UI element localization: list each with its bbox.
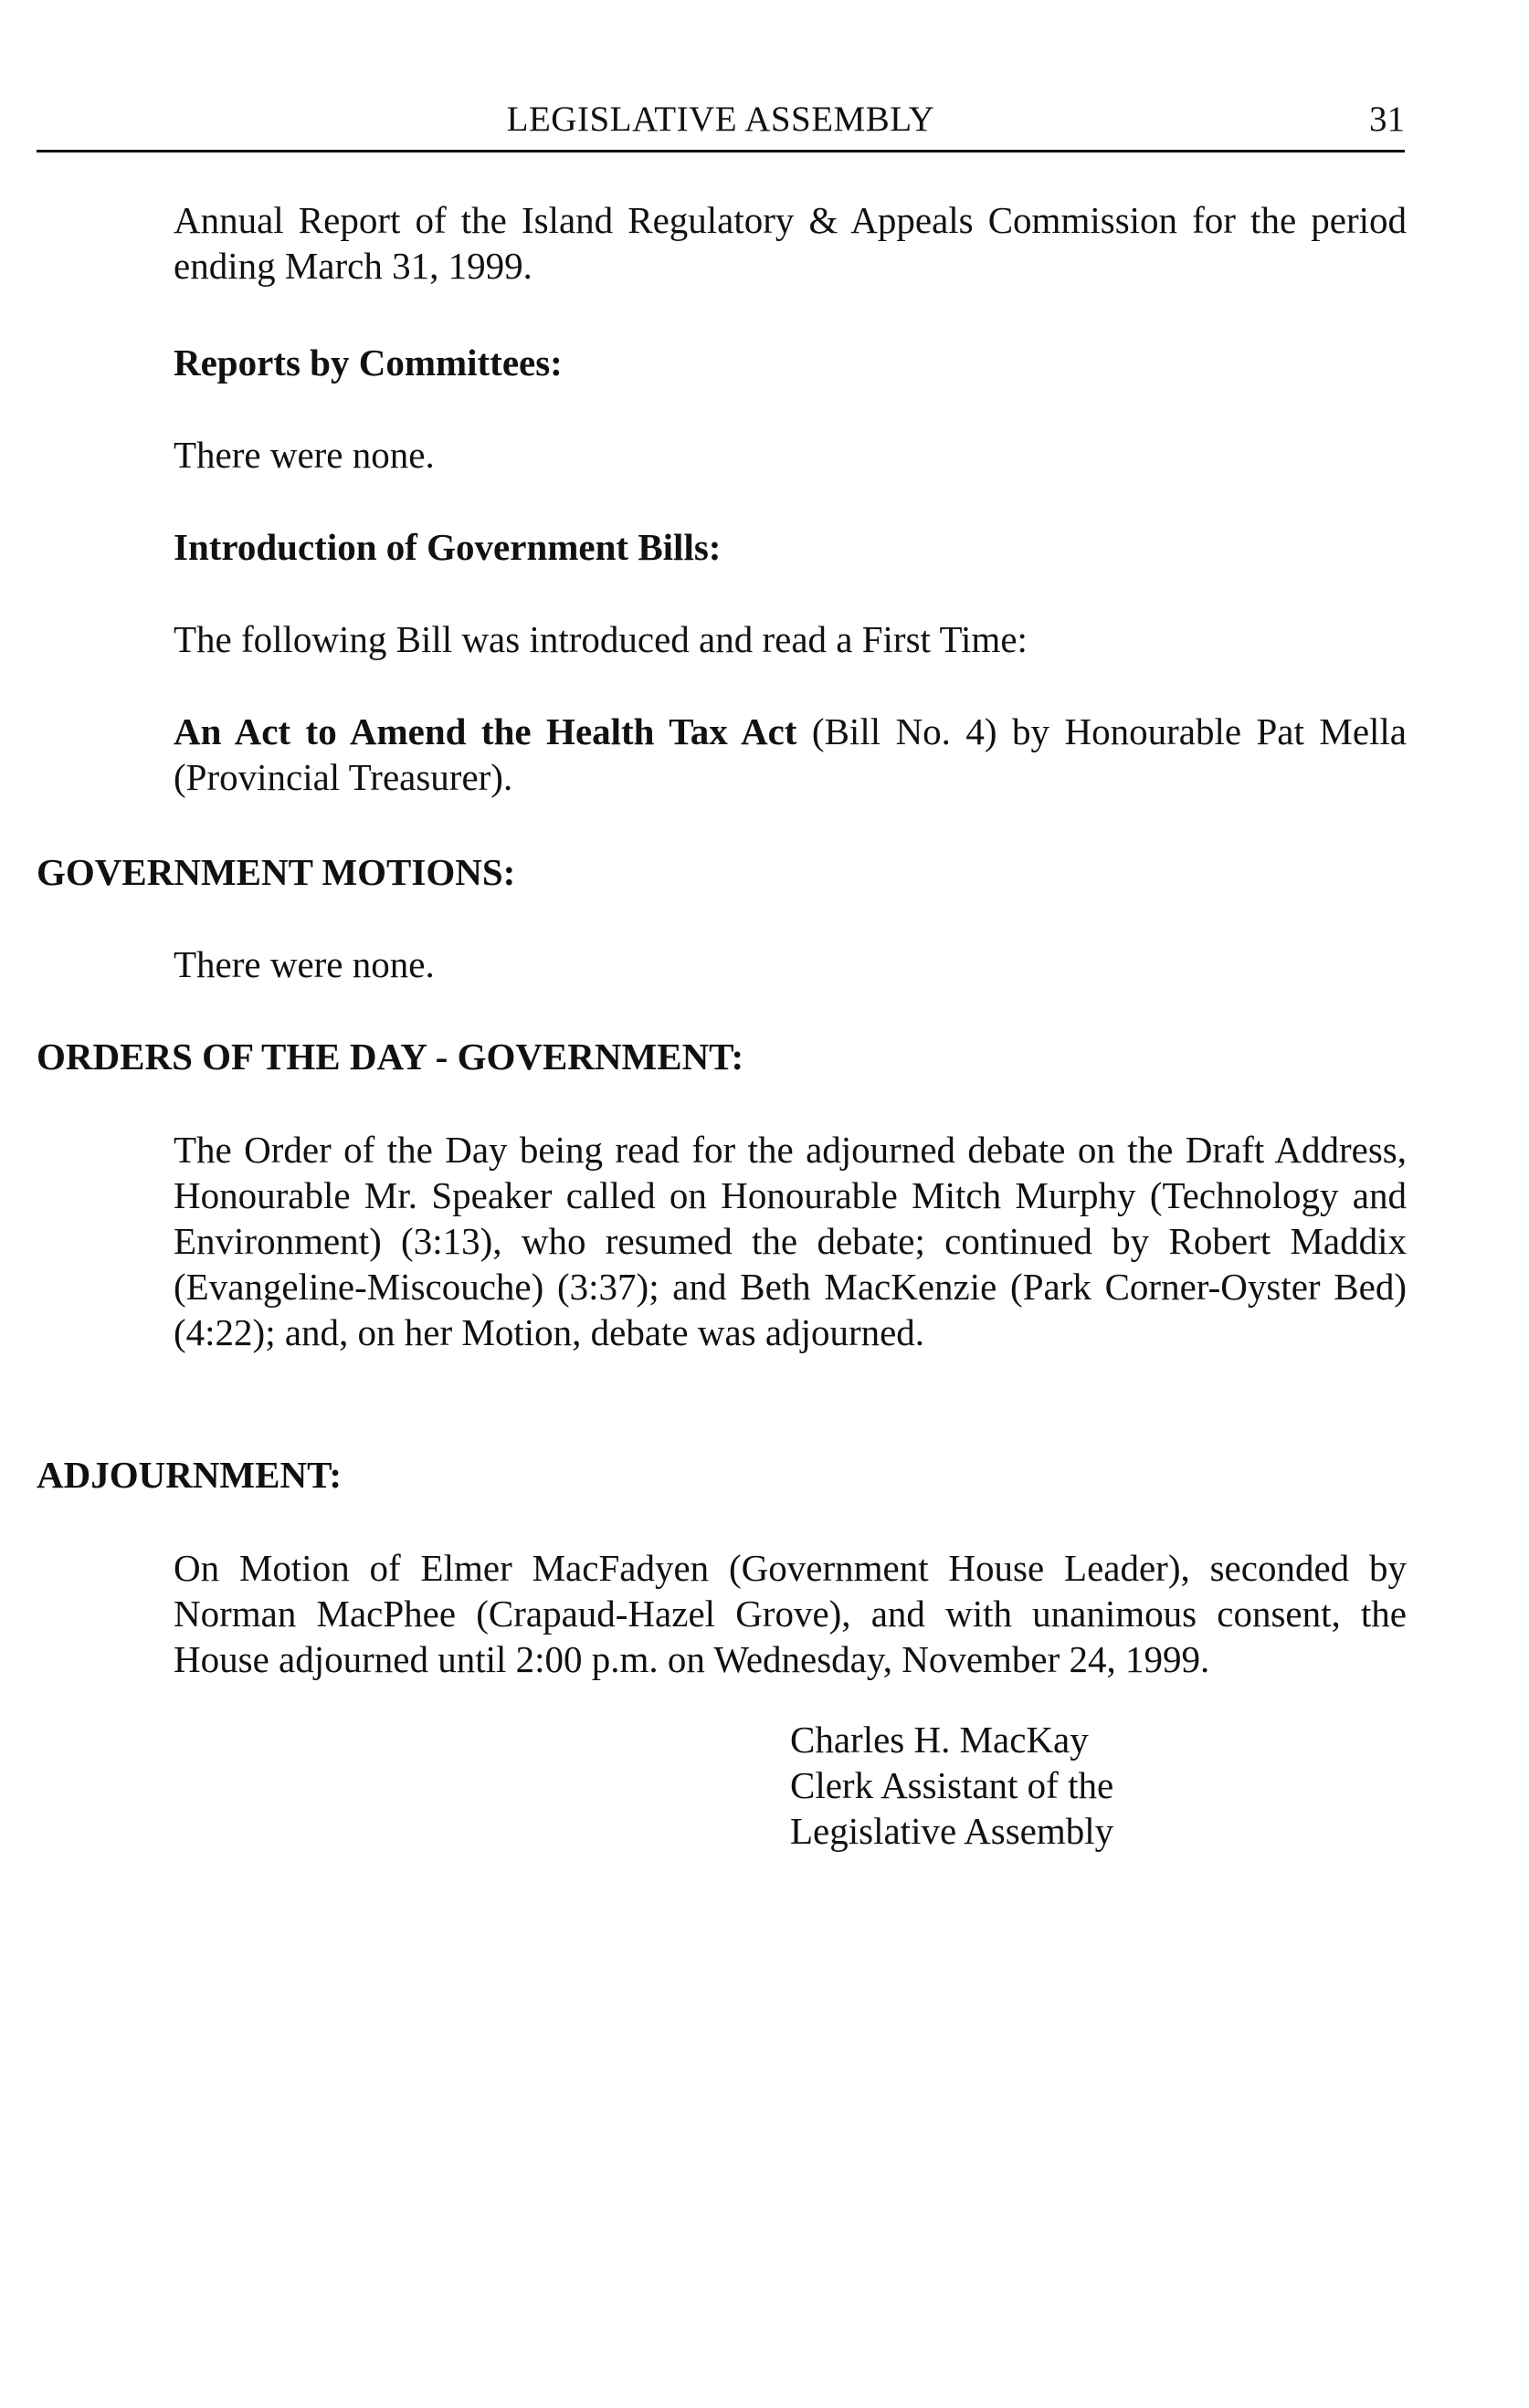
government-motions-text: There were none. xyxy=(174,943,435,985)
signatory-name: Charles H. MacKay xyxy=(790,1719,1089,1761)
bill-details: (Bill No. 4) by Honourable Pat Mella (Provincial Treasurer). xyxy=(174,710,1407,798)
adjournment-heading: ADJOURNMENT: xyxy=(37,1454,343,1496)
signatory-title-line-2: Legislative Assembly xyxy=(790,1810,1114,1852)
introduction-of-bills-heading: Introduction of Government Bills: xyxy=(174,526,722,568)
header-title: LEGISLATIVE ASSEMBLY xyxy=(506,100,935,139)
orders-of-the-day-text: The Order of the Day being read for the adjourned debate on the Draft Address, Honourable Mr. Speaker called on Honourable Mitch Murphy (Technology and Environment) (3:13), who resumed the debate; continued by Robert Maddix (Evangeline-Miscouche) (3:37); and Beth MacKenzie (Park Corner-Oyster Bed) (4:22); and, on her Motion, debate was adjourned. xyxy=(174,1129,1407,1353)
introduction-of-bills-text: The following Bill was introduced and read a First Time: xyxy=(174,618,1028,660)
annual-report-paragraph: Annual Report of the Island Regulatory & Appeals Commission for the period ending March 31, 1999. xyxy=(174,199,1407,287)
reports-by-committees-text: There were none. xyxy=(174,434,435,476)
government-motions-heading: GOVERNMENT MOTIONS: xyxy=(37,851,516,893)
running-header xyxy=(37,99,1405,152)
page-number: 31 xyxy=(1369,100,1405,139)
bill-title: An Act to Amend the Health Tax Act xyxy=(174,710,797,752)
bill-paragraph xyxy=(174,709,1407,800)
signature-block xyxy=(790,1717,1113,1854)
orders-of-the-day-heading: ORDERS OF THE DAY - GOVERNMENT: xyxy=(37,1036,744,1078)
reports-by-committees-heading: Reports by Committees: xyxy=(174,342,563,384)
adjournment-text: On Motion of Elmer MacFadyen (Government House Leader), seconded by Norman MacPhee (Crapaud-Hazel Grove), and with unanimous consent, the House adjourned until 2:00 p.m. on Wednesday, November 24, 1999. xyxy=(174,1547,1407,1680)
signatory-title-line-1: Clerk Assistant of the xyxy=(790,1764,1114,1806)
